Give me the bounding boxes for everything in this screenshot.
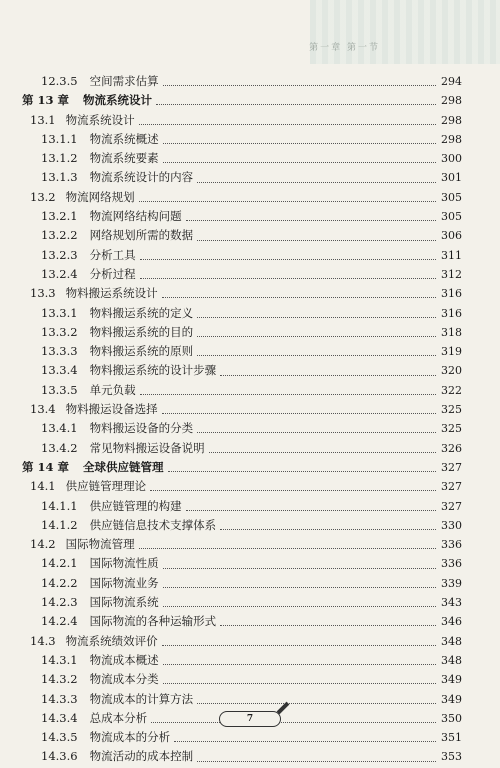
toc-entry-number: 第 14 章 [22, 459, 70, 474]
toc-entry-page: 300 [441, 152, 462, 166]
dot-leader [139, 548, 436, 549]
toc-entry-number: 13.4.1 [41, 421, 78, 436]
toc-section-row [22, 401, 462, 420]
toc-entry-page: 326 [441, 441, 462, 455]
toc-subsection-row [22, 227, 462, 246]
toc-subsection-row [22, 324, 462, 343]
toc-subsection-row [22, 169, 462, 188]
dot-leader [140, 394, 436, 395]
toc-entry-page: 351 [441, 731, 462, 745]
toc-subsection-row [22, 266, 462, 285]
toc-entry-number: 14.3.6 [41, 749, 78, 764]
dot-leader [163, 85, 436, 86]
toc-entry-number: 14.1.1 [41, 498, 78, 513]
toc-entry-title: 物流系统设计 [65, 112, 135, 127]
dot-leader [197, 432, 436, 433]
toc-entry-page: 336 [441, 557, 462, 571]
toc-entry-title: 物流成本概述 [89, 652, 159, 667]
dot-leader [197, 703, 436, 704]
toc-entry-page: 327 [441, 499, 462, 513]
toc-entry-title: 分析工具 [89, 247, 136, 262]
toc-section-row [22, 189, 462, 208]
toc-entry-title: 物流系统绩效评价 [65, 633, 158, 648]
toc-entry-title: 全球供应链管理 [83, 459, 164, 474]
dot-leader [163, 162, 436, 163]
dot-leader [197, 182, 436, 183]
toc-entry-title: 物流成本的分析 [89, 730, 171, 745]
toc-subsection-row [22, 555, 462, 574]
toc-entry-page: 330 [441, 518, 462, 532]
dot-leader [162, 413, 436, 414]
toc-entry-title: 物流网络规划 [65, 189, 135, 204]
toc-section-row [22, 478, 462, 497]
toc-entry-number: 14.3.5 [41, 730, 78, 745]
toc-entry-title: 物流系统设计的内容 [89, 170, 194, 185]
toc-entry-title: 国际物流系统 [89, 595, 159, 610]
toc-subsection-row [22, 420, 462, 439]
toc-subsection-row [22, 517, 462, 536]
running-header: 第一章 第一节 [309, 43, 380, 53]
toc-entry-number: 13.2 [30, 189, 56, 204]
toc-entry-page: 349 [441, 673, 462, 687]
toc-entry-title: 物料搬运设备选择 [65, 402, 158, 417]
toc-subsection-row [22, 729, 462, 748]
toc-entry-number: 13.1 [30, 112, 56, 127]
toc-entry-page: 350 [441, 711, 462, 725]
toc-entry-number: 13.3.5 [41, 382, 78, 397]
dot-leader [197, 317, 436, 318]
toc-entry-page: 306 [441, 229, 462, 243]
dot-leader [163, 587, 436, 588]
toc-entry-page: 348 [441, 653, 462, 667]
dot-leader [139, 201, 436, 202]
toc-entry-number: 13.3.3 [41, 344, 78, 359]
dot-leader [156, 104, 436, 105]
toc-entry-title: 物流系统设计 [83, 93, 153, 108]
toc-entry-title: 物料搬运系统设计 [65, 286, 158, 301]
toc-entry-page: 294 [441, 75, 462, 88]
toc-entry-title: 国际物流业务 [89, 575, 159, 590]
toc-entry-number: 14.1 [30, 479, 56, 494]
toc-section-row [22, 633, 462, 652]
toc-entry-page: 325 [441, 422, 462, 436]
toc-entry-number: 13.2.1 [41, 209, 78, 224]
toc-subsection-row [22, 343, 462, 362]
toc-entry-page: 348 [441, 634, 462, 648]
dot-leader [186, 220, 436, 221]
toc-entry-number: 第 13 章 [22, 93, 70, 108]
toc-entry-title: 物流活动的成本控制 [89, 749, 194, 764]
dot-leader [162, 645, 436, 646]
toc-chapter-row [22, 92, 462, 111]
toc-entry-title: 物料搬运系统的目的 [89, 324, 194, 339]
toc-entry-page: 305 [441, 190, 462, 204]
toc-section-row [22, 285, 462, 304]
toc-section-row [22, 112, 462, 131]
toc-entry-number: 13.2.4 [41, 266, 78, 281]
dot-leader [163, 606, 436, 607]
dot-leader [209, 452, 436, 453]
toc-entry-number: 13.3.4 [41, 363, 78, 378]
toc-chapter-row [22, 459, 462, 478]
toc-entry-page: 311 [441, 248, 462, 262]
toc-entry-page: 312 [441, 267, 462, 281]
toc-entry-title: 国际物流的各种运输形式 [89, 614, 217, 629]
toc-entry-title: 常见物料搬运设备说明 [89, 440, 205, 455]
toc-entry-title: 供应链信息技术支撑体系 [89, 517, 217, 532]
toc-entry-number: 14.2 [30, 537, 56, 552]
toc-entry-title: 网络规划所需的数据 [89, 228, 194, 243]
dot-leader [220, 625, 436, 626]
toc-entry-number: 14.3.4 [41, 710, 78, 725]
dot-leader [197, 355, 436, 356]
toc-subsection-row [22, 498, 462, 517]
toc-entry-page: 346 [441, 615, 462, 629]
toc-subsection-row [22, 73, 462, 92]
toc-subsection-row [22, 150, 462, 169]
dot-leader [163, 683, 436, 684]
toc-entry-title: 物料搬运设备的分类 [89, 421, 194, 436]
toc-entry-page: 353 [441, 750, 462, 764]
dot-leader [162, 297, 436, 298]
dot-leader [186, 510, 436, 511]
toc-entry-title: 物料搬运系统的原则 [89, 344, 194, 359]
toc-entry-title: 物料搬运系统的设计步骤 [89, 363, 217, 378]
toc-entry-title: 空间需求估算 [89, 74, 159, 88]
toc-subsection-row [22, 748, 462, 767]
dot-leader [197, 336, 436, 337]
toc-entry-title: 总成本分析 [89, 710, 148, 725]
toc-entry-number: 13.2.3 [41, 247, 78, 262]
toc-entry-page: 318 [441, 325, 462, 339]
toc-entry-page: 316 [441, 306, 462, 320]
toc-entry-page: 336 [441, 538, 462, 552]
toc-entry-title: 物流系统概述 [89, 131, 159, 146]
dot-leader [197, 240, 436, 241]
toc-subsection-row [22, 440, 462, 459]
toc-entry-title: 物流成本分类 [89, 672, 159, 687]
toc-entry-number: 14.2.3 [41, 595, 78, 610]
dot-leader [150, 490, 436, 491]
toc-entry-number: 13.3.2 [41, 324, 78, 339]
toc-entry-page: 305 [441, 210, 462, 224]
toc-entry-page: 298 [441, 113, 462, 127]
toc-entry-number: 13.4.2 [41, 440, 78, 455]
dot-leader [140, 278, 436, 279]
toc-entry-page: 327 [441, 460, 462, 474]
toc-entry-number: 14.3.1 [41, 652, 78, 667]
toc-entry-title: 物流系统要素 [89, 151, 159, 166]
toc-entry-number: 14.1.2 [41, 517, 78, 532]
toc-entry-number: 13.1.3 [41, 170, 78, 185]
dot-leader [163, 568, 436, 569]
toc-entry-number: 13.1.2 [41, 151, 78, 166]
toc-entry-page: 319 [441, 345, 462, 359]
table-of-contents [22, 73, 462, 768]
toc-entry-page: 343 [441, 596, 462, 610]
dot-leader [163, 143, 436, 144]
dot-leader [220, 375, 436, 376]
toc-subsection-row [22, 305, 462, 324]
toc-entry-title: 单元负载 [89, 382, 136, 397]
toc-entry-number: 14.3.2 [41, 672, 78, 687]
toc-subsection-row [22, 382, 462, 401]
toc-entry-page: 298 [441, 94, 462, 108]
toc-entry-page: 339 [441, 576, 462, 590]
dot-leader [168, 471, 436, 472]
toc-subsection-row [22, 671, 462, 690]
dot-leader [139, 124, 436, 125]
toc-entry-number: 12.3.5 [41, 74, 78, 88]
toc-subsection-row [22, 247, 462, 266]
toc-entry-number: 13.2.2 [41, 228, 78, 243]
toc-subsection-row [22, 131, 462, 150]
toc-entry-title: 国际物流性质 [89, 556, 159, 571]
toc-subsection-row [22, 652, 462, 671]
toc-entry-page: 322 [441, 383, 462, 397]
toc-entry-page: 316 [441, 287, 462, 301]
toc-entry-title: 分析过程 [89, 266, 136, 281]
toc-subsection-row [22, 362, 462, 381]
toc-entry-number: 13.3.1 [41, 305, 78, 320]
toc-entry-number: 14.3.3 [41, 691, 78, 706]
toc-entry-page: 301 [441, 171, 462, 185]
toc-entry-title: 物料搬运系统的定义 [89, 305, 194, 320]
dot-leader [174, 741, 436, 742]
toc-entry-number: 13.3 [30, 286, 56, 301]
toc-entry-page: 327 [441, 480, 462, 494]
page-footer [0, 706, 500, 727]
toc-entry-number: 14.2.1 [41, 556, 78, 571]
toc-subsection-row [22, 594, 462, 613]
toc-entry-title: 供应链管理理论 [65, 479, 147, 494]
toc-entry-number: 14.2.2 [41, 575, 78, 590]
toc-entry-number: 13.4 [30, 402, 56, 417]
toc-entry-number: 14.2.4 [41, 614, 78, 629]
toc-entry-number: 13.1.1 [41, 131, 78, 146]
header-decoration [310, 0, 500, 64]
toc-entry-title: 供应链管理的构建 [89, 498, 182, 513]
dot-leader [163, 664, 436, 665]
toc-entry-page: 349 [441, 692, 462, 706]
page-number: 7 [246, 714, 254, 724]
toc-subsection-row [22, 613, 462, 632]
dot-leader [197, 761, 436, 762]
toc-entry-page: 320 [441, 364, 462, 378]
toc-entry-title: 国际物流管理 [65, 537, 135, 552]
toc-entry-title: 物流网络结构问题 [89, 209, 182, 224]
page-number-badge [219, 711, 281, 727]
dot-leader [140, 259, 436, 260]
toc-subsection-row [22, 208, 462, 227]
dot-leader [220, 529, 436, 530]
toc-section-row [22, 536, 462, 555]
toc-subsection-row [22, 575, 462, 594]
toc-entry-title: 物流成本的计算方法 [89, 691, 194, 706]
toc-entry-page: 298 [441, 132, 462, 146]
toc-entry-number: 14.3 [30, 633, 56, 648]
toc-entry-page: 325 [441, 403, 462, 417]
